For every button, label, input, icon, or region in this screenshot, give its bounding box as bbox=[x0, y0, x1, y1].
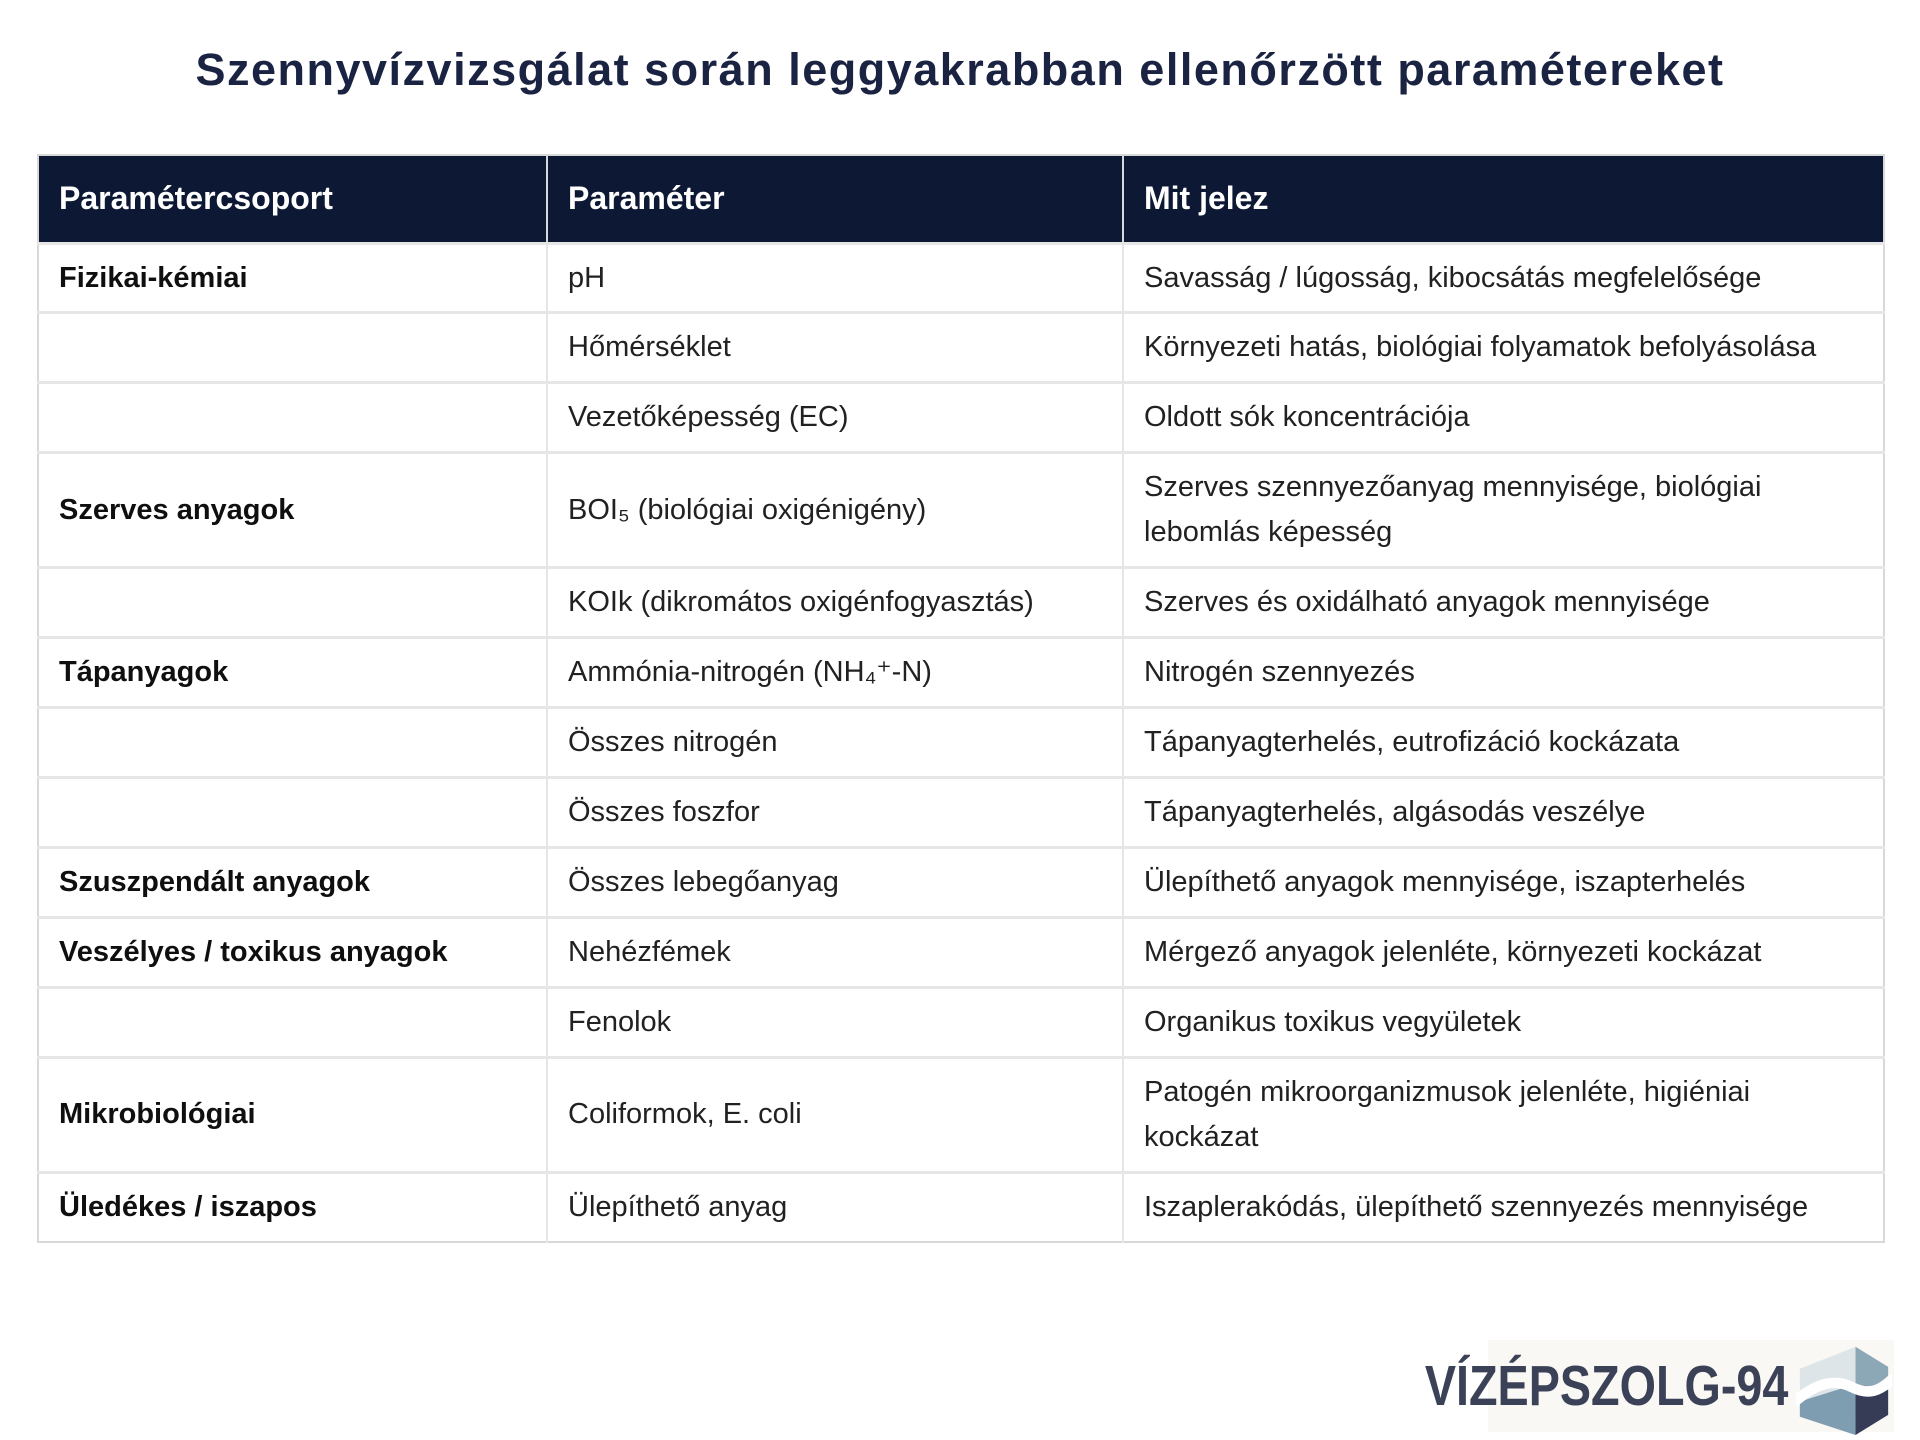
parameter-group-cell: Üledékes / iszapos bbox=[38, 1172, 547, 1241]
table-row bbox=[38, 243, 1884, 313]
water-cube-icon bbox=[1796, 1338, 1892, 1438]
parameter-group-cell: Szerves anyagok bbox=[38, 453, 547, 568]
parameter-cell: Összes nitrogén bbox=[547, 708, 1123, 778]
parameter-group-cell bbox=[38, 383, 547, 453]
indicates-cell: Tápanyagterhelés, algásodás veszélye bbox=[1123, 778, 1884, 848]
column-header-parameter: Paraméter bbox=[547, 155, 1123, 243]
table-header bbox=[38, 155, 1884, 243]
indicates-cell: Iszaplerakódás, ülepíthető szennyezés mennyisége bbox=[1123, 1172, 1884, 1241]
indicates-cell: Patogén mikroorganizmusok jelenléte, higiéniai kockázat bbox=[1123, 1057, 1884, 1172]
parameter-group-cell bbox=[38, 568, 547, 638]
column-header-indicates: Mit jelez bbox=[1123, 155, 1884, 243]
indicates-cell: Nitrogén szennyezés bbox=[1123, 638, 1884, 708]
indicates-cell: Ülepíthető anyagok mennyisége, iszapterhelés bbox=[1123, 847, 1884, 917]
brand-name: VÍZÉPSZOLG-94 bbox=[1424, 1354, 1788, 1418]
indicates-cell: Szerves szennyezőanyag mennyisége, biológiai lebomlás képesség bbox=[1123, 453, 1884, 568]
table-row bbox=[38, 708, 1884, 778]
parameter-group-cell bbox=[38, 708, 547, 778]
parameter-group-cell bbox=[38, 778, 547, 848]
indicates-cell: Tápanyagterhelés, eutrofizáció kockázata bbox=[1123, 708, 1884, 778]
parameter-cell: Coliformok, E. coli bbox=[547, 1057, 1123, 1172]
indicates-cell: Savasság / lúgosság, kibocsátás megfelelősége bbox=[1123, 243, 1884, 313]
parameter-group-cell: Veszélyes / toxikus anyagok bbox=[38, 917, 547, 987]
table-header-row bbox=[38, 155, 1884, 243]
parameter-cell: Összes foszfor bbox=[547, 778, 1123, 848]
table-row bbox=[38, 383, 1884, 453]
table-row bbox=[38, 1057, 1884, 1172]
indicates-cell: Organikus toxikus vegyületek bbox=[1123, 987, 1884, 1057]
table-row bbox=[38, 917, 1884, 987]
parameter-group-cell: Tápanyagok bbox=[38, 638, 547, 708]
column-header-parameter-group: Paramétercsoport bbox=[38, 155, 547, 243]
indicates-cell: Környezeti hatás, biológiai folyamatok befolyásolása bbox=[1123, 313, 1884, 383]
parameter-group-cell: Fizikai-kémiai bbox=[38, 243, 547, 313]
page-title: Szennyvízvizsgálat során leggyakrabban ellenőrzött paramétereket bbox=[195, 44, 1725, 95]
table-row bbox=[38, 847, 1884, 917]
parameter-group-cell bbox=[38, 987, 547, 1057]
table-row bbox=[38, 987, 1884, 1057]
indicates-cell: Szerves és oxidálható anyagok mennyisége bbox=[1123, 568, 1884, 638]
table-row bbox=[38, 568, 1884, 638]
parameter-cell: Ülepíthető anyag bbox=[547, 1172, 1123, 1241]
brand-logo bbox=[1424, 1340, 1894, 1432]
indicates-cell: Mérgező anyagok jelenléte, környezeti kockázat bbox=[1123, 917, 1884, 987]
parameter-cell: BOI₅ (biológiai oxigénigény) bbox=[547, 453, 1123, 568]
indicates-cell: Oldott sók koncentrációja bbox=[1123, 383, 1884, 453]
table-row bbox=[38, 778, 1884, 848]
parameter-cell: Vezetőképesség (EC) bbox=[547, 383, 1123, 453]
parameter-group-cell bbox=[38, 313, 547, 383]
parameter-cell: Fenolok bbox=[547, 987, 1123, 1057]
parameter-cell: Ammónia-nitrogén (NH₄⁺-N) bbox=[547, 638, 1123, 708]
table-row bbox=[38, 453, 1884, 568]
parameters-table bbox=[37, 154, 1885, 1243]
parameter-cell: Nehézfémek bbox=[547, 917, 1123, 987]
parameter-cell: Összes lebegőanyag bbox=[547, 847, 1123, 917]
table-body bbox=[38, 243, 1884, 1242]
parameter-group-cell: Szuszpendált anyagok bbox=[38, 847, 547, 917]
table-row bbox=[38, 313, 1884, 383]
parameter-cell: KOIk (dikromátos oxigénfogyasztás) bbox=[547, 568, 1123, 638]
parameter-cell: pH bbox=[547, 243, 1123, 313]
parameter-cell: Hőmérséklet bbox=[547, 313, 1123, 383]
parameter-group-cell: Mikrobiológiai bbox=[38, 1057, 547, 1172]
table-row bbox=[38, 638, 1884, 708]
table-row bbox=[38, 1172, 1884, 1241]
